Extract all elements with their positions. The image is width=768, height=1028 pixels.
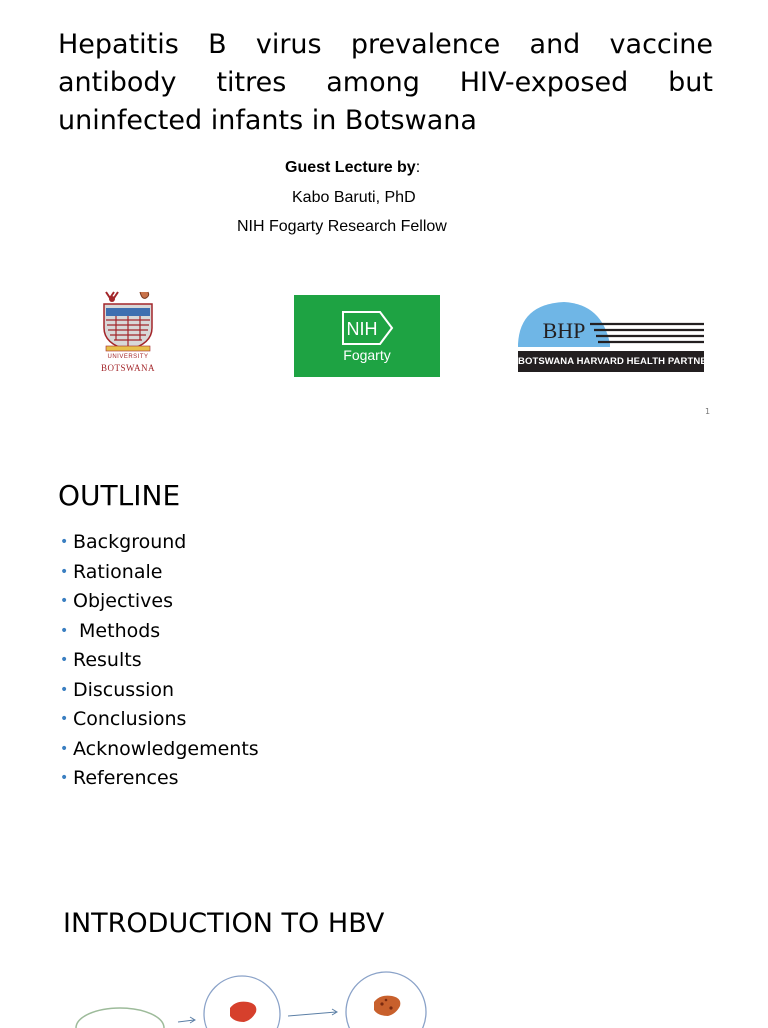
bullet-icon: • [60, 740, 69, 757]
body-outline-icon [76, 1008, 164, 1028]
bullet-icon: • [60, 681, 69, 698]
bhp-abbr-text: BHP [542, 318, 586, 343]
botswana-label: BOTSWANA [100, 363, 155, 373]
bullet-icon: • [60, 534, 69, 550]
list-item: • Rationale [60, 558, 259, 588]
bullet-icon: • [60, 711, 69, 727]
bhp-name-label: BOTSWANA HARVARD HEALTH PARTNERSHIP [518, 351, 704, 372]
bullet-icon: • [60, 593, 69, 609]
guest-lecture-colon: : [415, 159, 421, 176]
list-item: • Acknowledgements [60, 735, 259, 765]
damaged-liver-icon [346, 972, 426, 1028]
list-item: • Discussion [60, 676, 259, 706]
presenter-name: Kabo Baruti, PhD [292, 189, 416, 206]
nih-fogarty-logo [294, 295, 440, 377]
list-item: • References [60, 764, 259, 794]
presenter-affiliation: NIH Fogarty Research Fellow [237, 218, 447, 235]
list-item: • Conclusions [60, 705, 259, 735]
introduction-heading: INTRODUCTION TO HBV [63, 908, 385, 939]
healthy-liver-icon [204, 976, 280, 1028]
guest-lecture-label: Guest Lecture by [285, 159, 416, 176]
university-crest-icon [96, 288, 160, 354]
bullet-icon: • [60, 622, 69, 639]
university-of-botswana-logo [96, 288, 160, 378]
page-number: 1 [705, 407, 711, 416]
fogarty-label: Fogarty [343, 347, 391, 363]
arrow-icon [288, 1009, 337, 1016]
list-item: • Methods [60, 617, 259, 647]
nih-mark-text: NIH [346, 319, 378, 339]
bullet-icon: • [60, 652, 69, 668]
list-item: • Results [60, 646, 259, 676]
bhp-emblem-icon [516, 300, 706, 352]
outline-heading: OUTLINE [58, 479, 181, 512]
outline-list [60, 528, 259, 794]
hbv-progression-diagram [60, 968, 480, 1024]
slide-title: Hepatitis B virus prevalence and vaccine antibody titres among HIV-exposed but uninfected infants in Botswana [58, 29, 713, 136]
university-label: UNIVERSITY [107, 354, 149, 360]
bhp-logo [516, 300, 737, 374]
list-item: • Objectives [60, 587, 259, 617]
nih-chevron-icon [342, 311, 394, 345]
guest-lecture-line [285, 158, 420, 178]
bullet-icon: • [60, 770, 69, 786]
list-item: • Background [60, 528, 259, 558]
arrow-icon [178, 1017, 195, 1023]
bullet-icon: • [60, 563, 69, 580]
